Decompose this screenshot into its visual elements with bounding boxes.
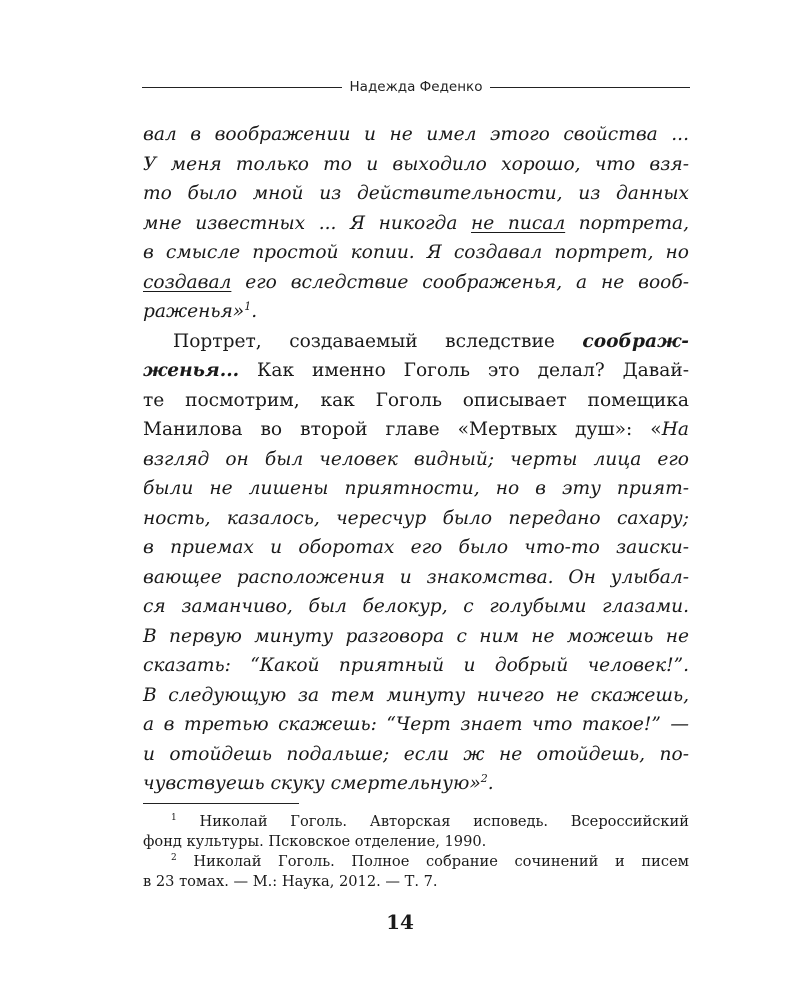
text-line: чувствуешь скуку смертельную»$^2$. [143, 771, 494, 794]
paragraph-analysis [143, 327, 689, 799]
footnote-ref: 1 [244, 299, 252, 313]
footnote [143, 812, 689, 851]
text-line: Манилова во второй главе «Мертвых душ»: «На [143, 419, 689, 440]
underlined-phrase: не писал [471, 212, 566, 234]
footnote [143, 852, 689, 891]
footnote-line: фонд культуры. Псковское отделение, 1990. [143, 832, 487, 850]
text-line: мне известных ... Я никогда не писал портрета, [143, 212, 690, 234]
paragraph-quote-continuation [143, 120, 689, 327]
bold-italic-phrase: женья... [143, 360, 240, 381]
text-line: У меня только то и выходило хорошо, что взя- [143, 153, 689, 175]
text-line: были не лишены приятности, но в эту прият- [143, 478, 689, 499]
text-line: в приемах и оборотах его было что-то заиски- [143, 537, 689, 558]
text-line: и отойдешь подальше; если ж не отойдешь, по- [143, 743, 689, 765]
text-line: а в третью скажешь: “Черт знает что такое!” — [143, 714, 689, 735]
running-head-rule-right [490, 87, 690, 88]
text-line: сказать: “Какой приятный и добрый человек!”. [143, 655, 689, 676]
footnote-separator [143, 803, 299, 804]
text-line: вал в воображении и не имел этого свойства ... [143, 124, 689, 145]
footnote-line: $^1$ Николай Гоголь. Авторская исповедь. Всероссийский [171, 813, 689, 830]
footnote-line: в 23 томах. — М.: Наука, 2012. — Т. 7. [143, 872, 438, 890]
footnote-number: 2 [171, 853, 177, 864]
running-head-rule-left [142, 87, 342, 88]
text-line: ся заманчиво, был белокур, с голубыми глазами. [143, 596, 689, 617]
footnote-ref: 2 [480, 771, 488, 785]
text-line: женья... Как именно Гоголь это делал? Давай- [143, 360, 689, 381]
bold-italic-phrase: соображ- [582, 330, 689, 352]
text-line: то было мной из действительности, из данных [143, 183, 689, 204]
footnotes [143, 812, 689, 892]
underlined-phrase: создавал [143, 271, 232, 293]
footnote-number: 1 [171, 813, 177, 824]
text-line: вающее расположения и знакомства. Он улыбал- [143, 566, 689, 588]
text-line: в смысле простой копии. Я создавал портрет, но [143, 242, 689, 263]
running-head-author: Надежда Феденко [349, 79, 483, 95]
page-number: 14 [386, 910, 414, 934]
text-line: В следующую за тем минуту ничего не скажешь, [143, 684, 689, 706]
text-line: взгляд он был человек видный; черты лица его [143, 448, 689, 470]
footnote-line: $^2$ Николай Гоголь. Полное собрание сочинений и писем [171, 853, 689, 870]
running-head [142, 76, 690, 98]
text-line: создавал его вследствие соображенья, а не вооб- [143, 271, 689, 293]
text-line: В первую минуту разговора с ним не можешь не [143, 625, 689, 647]
text-line: те посмотрим, как Гоголь описывает помещика [143, 389, 689, 411]
text-line: раженья»$^1$. [143, 299, 258, 322]
text-line: ность, казалось, чересчур было передано сахару; [143, 507, 689, 529]
main-text [143, 120, 689, 799]
text-line: Портрет, создаваемый вследствие соображ- [173, 330, 689, 352]
